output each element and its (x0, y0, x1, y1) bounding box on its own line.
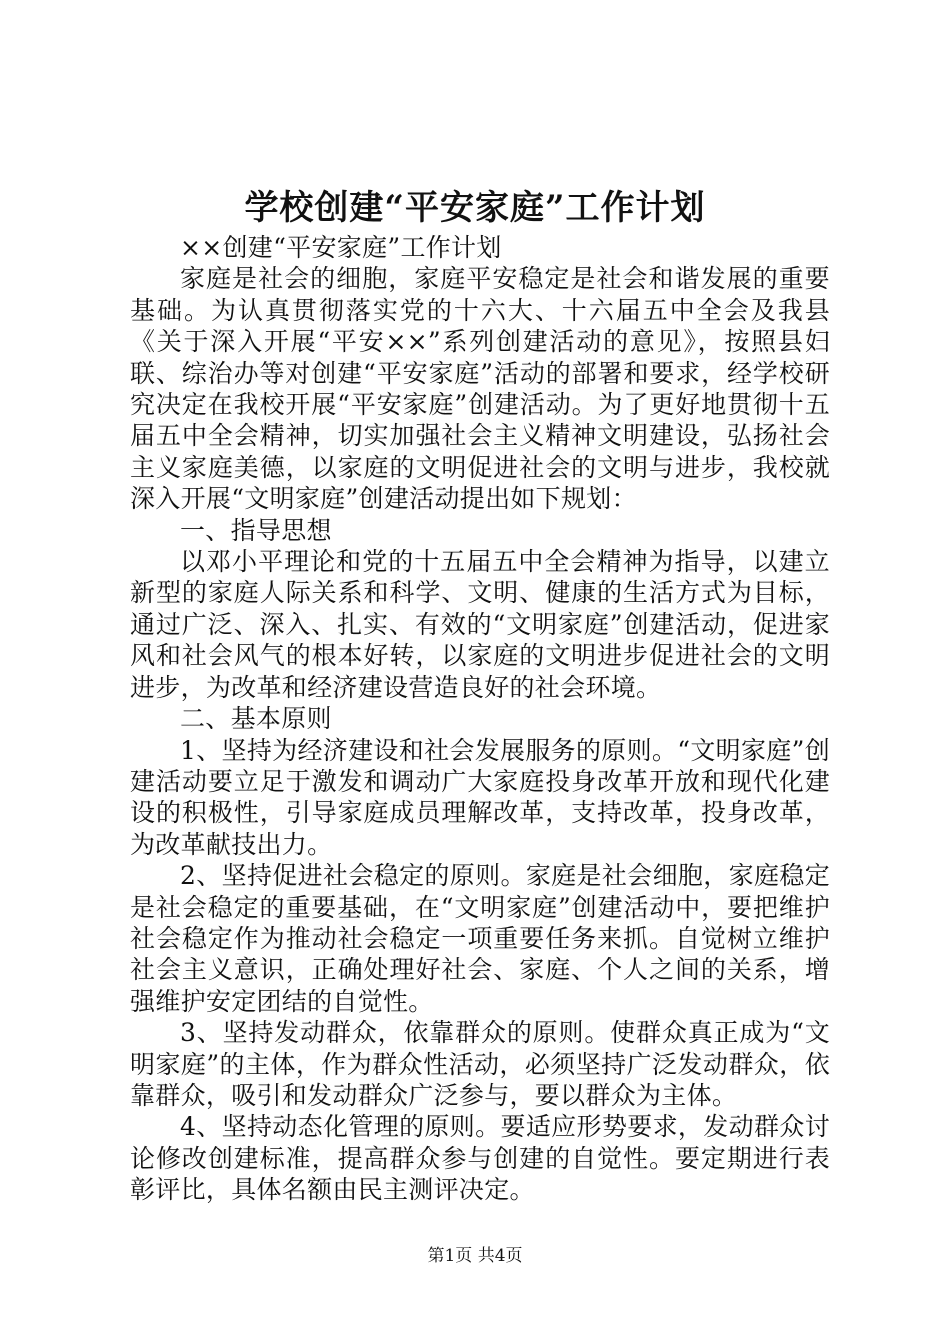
paragraph-principle-3: 3、坚持发动群众，依靠群众的原则。使群众真正成为“文明家庭”的主体，作为群众性活动，必须坚持广泛发动群众，依靠群众，吸引和发动群众广泛参与，要以群众为主体。 (130, 1018, 830, 1110)
document-body (130, 232, 830, 1206)
section-heading-guiding-ideology: 一、指导思想 (180, 515, 332, 545)
paragraph-principle-4: 4、坚持动态化管理的原则。要适应形势要求，发动群众讨论修改创建标准，提高群众参与创建的自觉性。要定期进行表彰评比，具体名额由民主测评决定。 (130, 1112, 830, 1205)
page-number-footer: 第1页 共4页 (427, 1246, 523, 1266)
paragraph-subtitle: ××创建“平安家庭”工作计划 (180, 233, 502, 262)
section-heading-basic-principles: 二、基本原则 (180, 704, 332, 734)
paragraph-intro: 家庭是社会的细胞，家庭平安稳定是社会和谐发展的重要基础。为认真贯彻落实党的十六大、十六届五中全会及我县《关于深入开展“平安××”系列创建活动的意见》，按照县妇联、综治办等对创建“平安家庭”活动的部署和要求，经学校研究决定在我校开展“平安家庭”创建活动。为了更好地贯彻十五届五中全会精神，切实加强社会主义精神文明建设，弘扬社会主义家庭美德，以家庭的文明促进社会的文明与进步，我校就深入开展“文明家庭”创建活动提出如下规划： (130, 264, 830, 514)
paragraph-principle-1: 1、坚持为经济建设和社会发展服务的原则。“文明家庭”创建活动要立足于激发和调动广大家庭投身改革开放和现代化建设的积极性，引导家庭成员理解改革，支持改革，投身改革，为改革献技出力。 (130, 735, 830, 859)
paragraph-guiding-ideology: 以邓小平理论和党的十五届五中全会精神为指导，以建立新型的家庭人际关系和科学、文明、健康的生活方式为目标，通过广泛、深入、扎实、有效的“文明家庭”创建活动，促进家风和社会风气的根本好转，以家庭的文明进步促进社会的文明进步，为改革和经济建设营造良好的社会环境。 (130, 547, 830, 702)
paragraph-principle-2: 2、坚持促进社会稳定的原则。家庭是社会细胞，家庭稳定是社会稳定的重要基础，在“文明家庭”创建活动中，要把维护社会稳定作为推动社会稳定一项重要任务来抓。自觉树立维护社会主义意识，正确处理好社会、家庭、个人之间的关系，增强维护安定团结的自觉性。 (130, 861, 830, 1016)
document-title: 学校创建“平安家庭”工作计划 (244, 188, 706, 228)
